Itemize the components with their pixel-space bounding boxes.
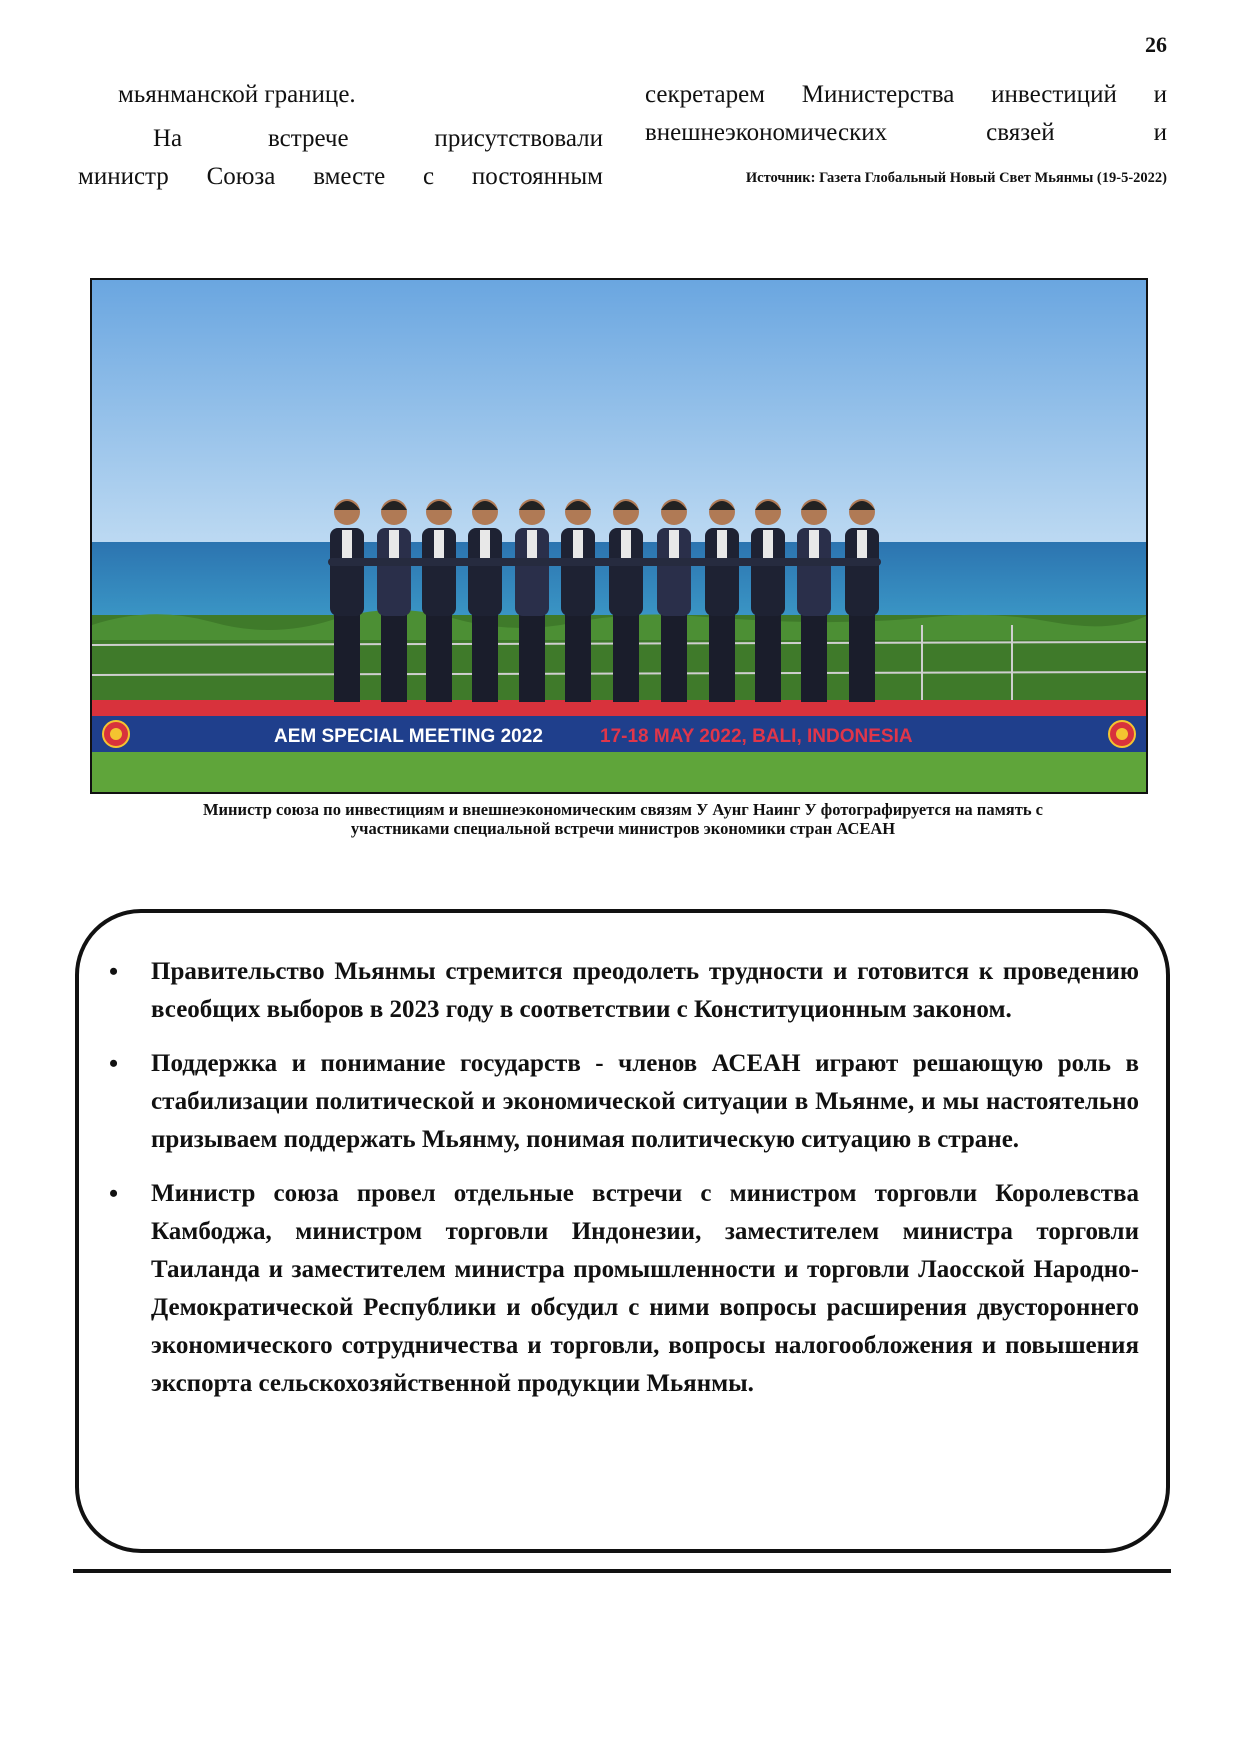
carpet (92, 700, 1146, 718)
person-figure (468, 499, 502, 702)
photo-caption (78, 800, 1168, 838)
left-column-paragraph-first-line: На встрече присутствовали (153, 125, 603, 152)
person-figure (330, 499, 364, 702)
list-item-text: Министр союза провел отдельные встречи с министром торговли Королевства Камбоджа, министром торговли Индонезии, заместителем министра торговли Таиланда и заместителем министра промышленности и торговли Лаосской Народно-Демократической Республики и обсудил с ними вопросы расширения двустороннего экономического сотрудничества и торговли, вопросы налогообложения и повышения экспорта сельскохозяйственной продукции Мьянмы. (151, 1180, 1139, 1397)
person-figure (377, 499, 411, 702)
person-figure (515, 499, 549, 702)
bullet-list (109, 953, 1139, 1419)
left-column-line: мьянманской границе. (118, 81, 356, 108)
list-item-text: Правительство Мьянмы стремится преодолеть трудности и готовится к проведению всеобщих выборов в 2023 году в соответствии с Конституционным законом. (151, 958, 1139, 1023)
person-figure (657, 499, 691, 702)
right-column (645, 76, 1167, 188)
person-figure (751, 499, 785, 702)
banner-title: AEM SPECIAL MEETING 2022 (274, 726, 543, 747)
left-column-paragraph-rest: министр Союза вместе с постоянным (78, 163, 603, 190)
bullet-icon: • (109, 1179, 119, 1208)
person-figure (705, 499, 739, 702)
person-figure (797, 499, 831, 702)
bottom-rule (73, 1569, 1171, 1573)
list-item (109, 953, 1139, 1029)
asean-emblem-right (1109, 721, 1135, 747)
asean-emblem-left (103, 721, 129, 747)
caption-line: Министр союза по инвестициям и внешнеэкономическим связям У Аунг Наинг У фотографируется на память с (202, 800, 1044, 819)
page-number: 26 (1145, 32, 1167, 57)
group-photo (90, 278, 1148, 794)
caption-line: участниками специальной встречи министров экономики стран АСЕАН (350, 819, 896, 838)
person-figure (561, 499, 595, 702)
bullet-icon: • (109, 957, 119, 986)
bullet-icon: • (109, 1049, 119, 1078)
list-item (109, 1045, 1139, 1159)
banner-date: 17-18 MAY 2022, BALI, INDONESIA (600, 726, 913, 747)
list-item (109, 1175, 1139, 1403)
left-column (78, 76, 603, 196)
source-note: Источник: Газета Глобальный Новый Свет Мьянмы (19-5-2022) (745, 170, 1167, 186)
grass (92, 752, 1146, 792)
person-figure (845, 499, 879, 702)
right-column-line: секретарем Министерства инвестиций и (645, 81, 1167, 108)
list-item-text: Поддержка и понимание государств - членов АСЕАН играют решающую роль в стабилизации политической и экономической ситуации в Мьянме, и мы настоятельно призываем поддержать Мьянму, понимая политическую ситуацию в стране. (151, 1050, 1139, 1153)
person-figure (422, 499, 456, 702)
person-figure (609, 499, 643, 702)
right-column-line: внешнеэкономических связей и (645, 119, 1167, 146)
summary-box (75, 909, 1170, 1553)
